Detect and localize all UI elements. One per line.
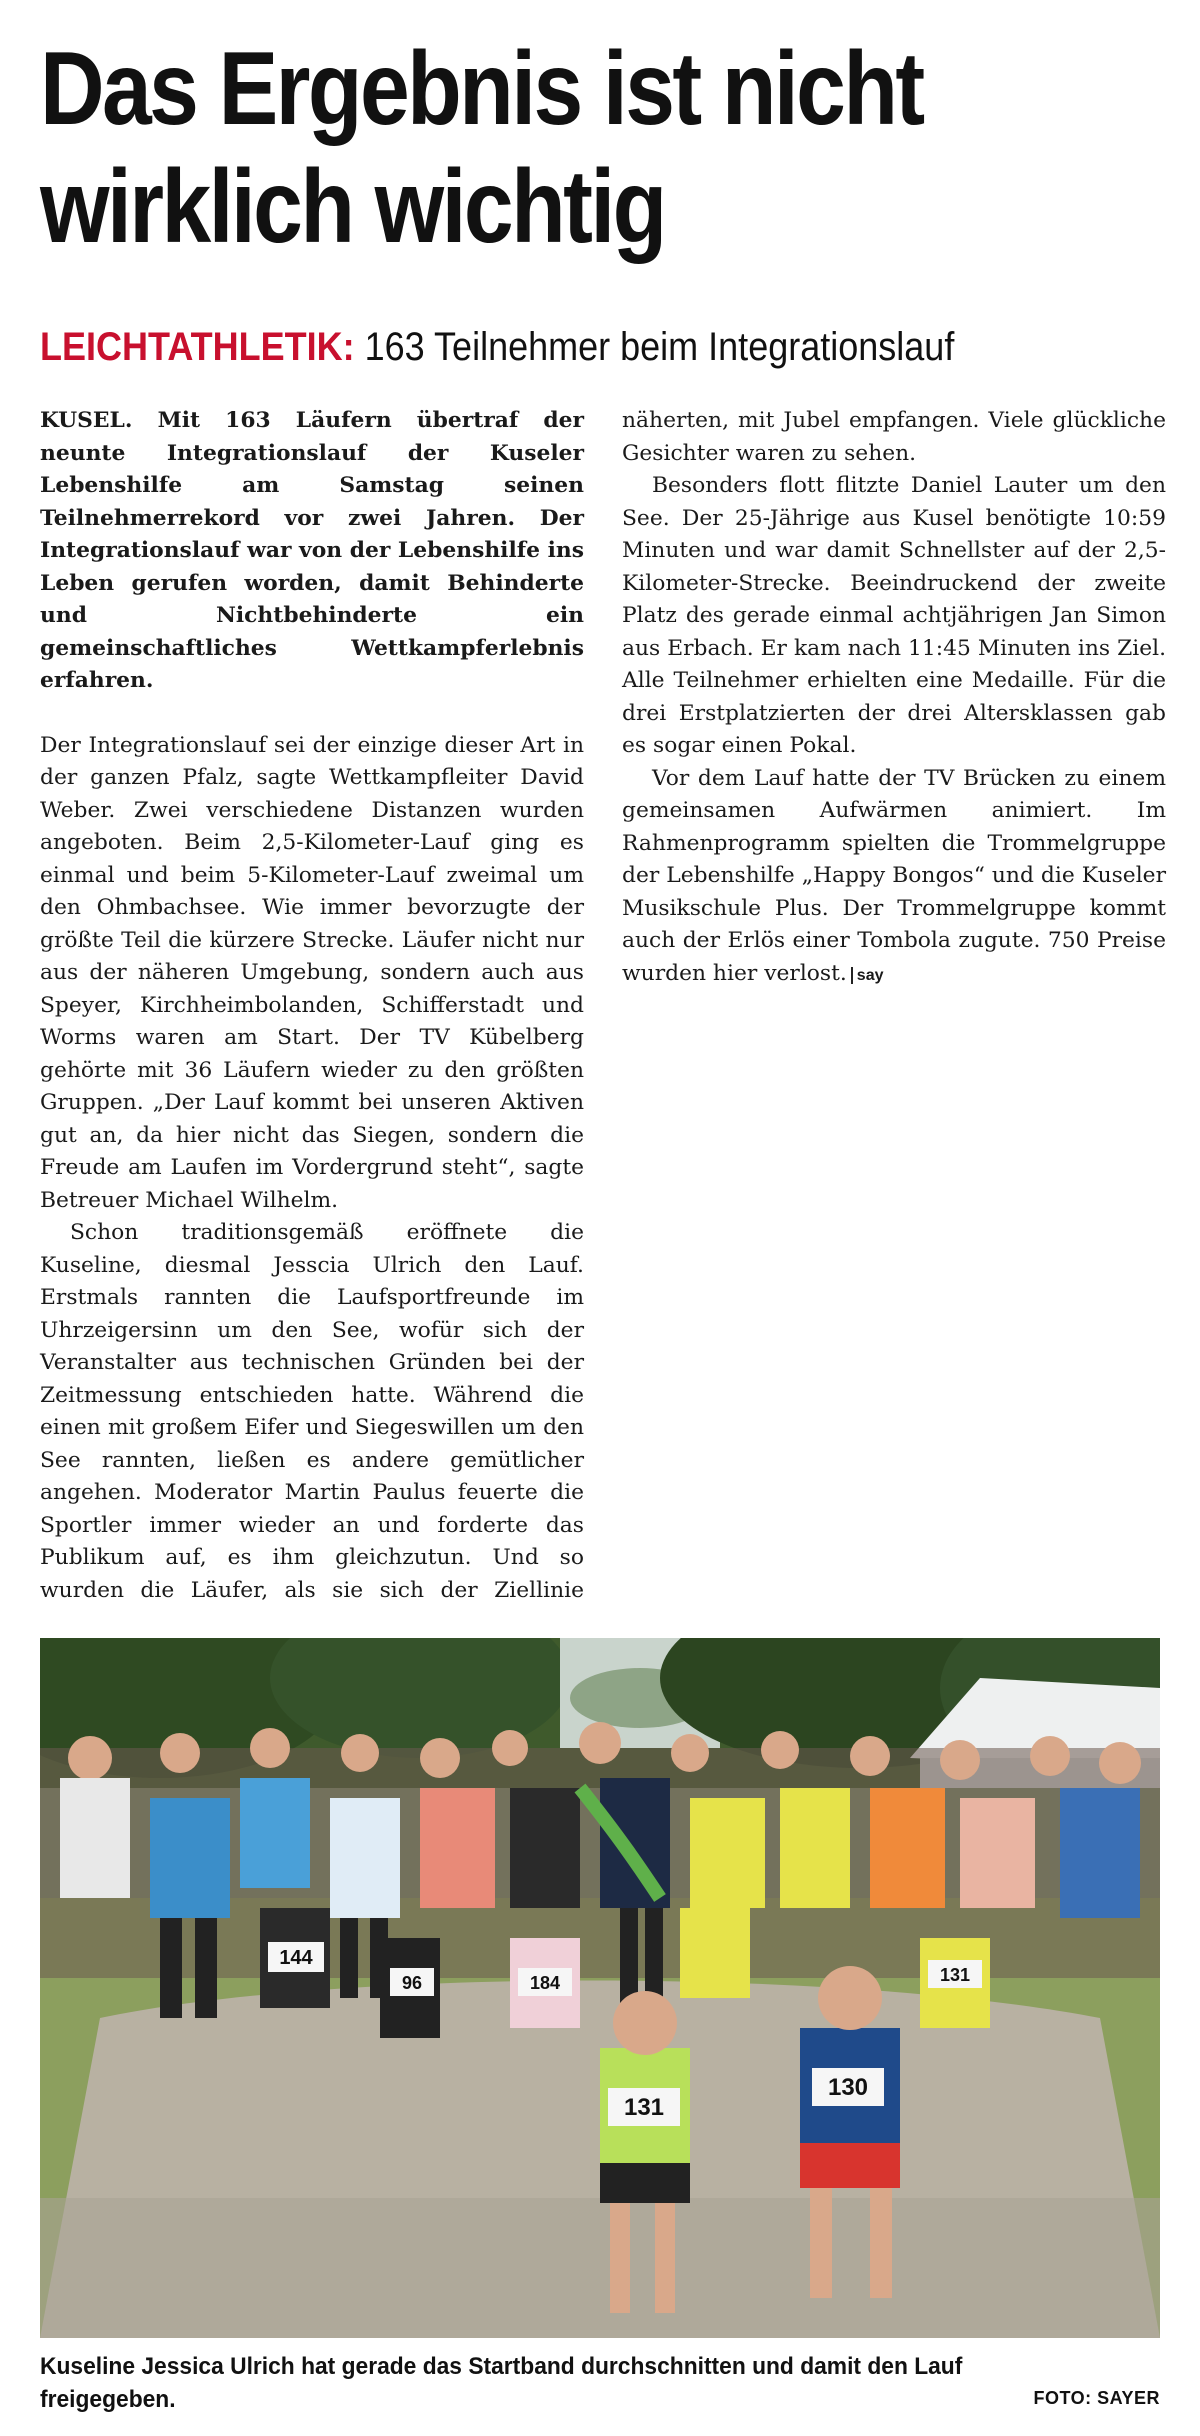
body-paragraph: Der Integrationslauf sei der einzige dieser Art in der ganzen Pfalz, sagte Wettkampfleiter David Weber. Zwei verschiedene Distanzen wurden angeboten. Beim 2,5-Kilometer-Lauf ging es einmal und beim 5-Kilometer-Lauf zweimal um den Ohmbachsee. Wie immer bevorzugte der größte Teil die kürzere Strecke. Läufer nicht nur aus der näheren Umgebung, sondern auch aus Speyer, Kirchheimbolanden, Schifferstadt und Worms waren am Start. Der TV Kübelberg gehörte mit 36 Läufern wieder zu den größten Gruppen. „Der Lauf kommt bei unseren Aktiven gut an, da hier nicht das Siegen, sondern die Freude am Laufen im Vordergrund steht“, sagte Betreuer Michael Wilhelm. (40, 732, 584, 1213)
bib-number: 130 (827, 2074, 869, 2101)
bib-number: 96 (401, 1973, 423, 1993)
rubric-label: LEICHTATHLETIK: (40, 325, 355, 369)
subheadline: 163 Teilnehmer beim Integrationslauf (364, 325, 955, 369)
race-start-photo (40, 1638, 1160, 2338)
body-paragraph-last (622, 763, 1166, 993)
photo-caption: Kuseline Jessica Ulrich hat gerade das Startband durchschnitten und damit den Lauf freigegeben. (40, 2353, 963, 2413)
headline: Das Ergebnis ist nicht wirklich wichtig (40, 31, 923, 265)
body-paragraph-text: Vor dem Lauf hatte der TV Brücken zu einem gemeinsamen Aufwärmen animiert. Im Rahmenprogramm spielten die Trommelgruppe der Lebenshilfe „Happy Bongos“ und die Kuseler Musikschule Plus. Der Trommelgruppe kommt auch der Erlös einer Tombola zugute. 750 Preise wurden hier verlost. (622, 765, 1166, 986)
author-tag: say (851, 967, 884, 984)
bib-number: 131 (623, 2094, 665, 2121)
body-paragraph: Besonders flott flitzte Daniel Lauter um den See. Der 25-Jährige aus Kusel benötigte 10:59 Minuten und war damit Schnellster auf der 2,5-Kilometer-Strecke. Beeindruckend der zweite Platz des gerade einmal achtjährigen Jan Simon aus Erbach. Er kam nach 11:45 Minuten ins Ziel. Alle Teilnehmer erhielten eine Medaille. Für die drei Erstplatzierten der drei Altersklassen gab es sogar einen Pokal. (622, 473, 1166, 758)
article-body (40, 405, 1166, 1610)
bib-number: 184 (529, 1973, 561, 1993)
body-paragraph: Schon traditionsgemäß eröffnete die Kuseline, diesmal Jesscia Ulrich den Lauf. Erstmals rannten die Laufsportfreunde im Uhrzeigersinn um den See, wofür sich der Veranstalter aus technischen Gründen bei der Zeitmessung entschieden hatte. Während die einen mit großem Eifer und Siegeswillen um den See rannten, ließen es andere gemütlicher angehen. Moderator Martin Paulus feuerte die Sportler immer wieder an und forderte das Publikum auf, es ihm gleichzutun. Und so wurden die Läufer, als sie sich der Ziellinie näherten, mit Jubel empfangen. Viele glückliche Gesichter waren zu sehen. (40, 408, 1166, 1603)
subheadline-row (40, 322, 1066, 372)
lead-paragraph: KUSEL. Mit 163 Läufern übertraf der neunte Integrationslauf der Kuseler Lebenshilfe am Samstag seinen Teilnehmerrekord vor zwei Jahren. Der Integrationslauf war von der Lebenshilfe ins Leben gerufen worden, damit Behinderte und Nichtbehinderte ein gemeinschaftliches Wettkampferlebnis erfahren. (40, 408, 584, 693)
bib-number: 144 (279, 1947, 313, 1969)
photo-credit: FOTO: SAYER (1033, 2388, 1160, 2408)
bib-number: 131 (939, 1965, 971, 1985)
